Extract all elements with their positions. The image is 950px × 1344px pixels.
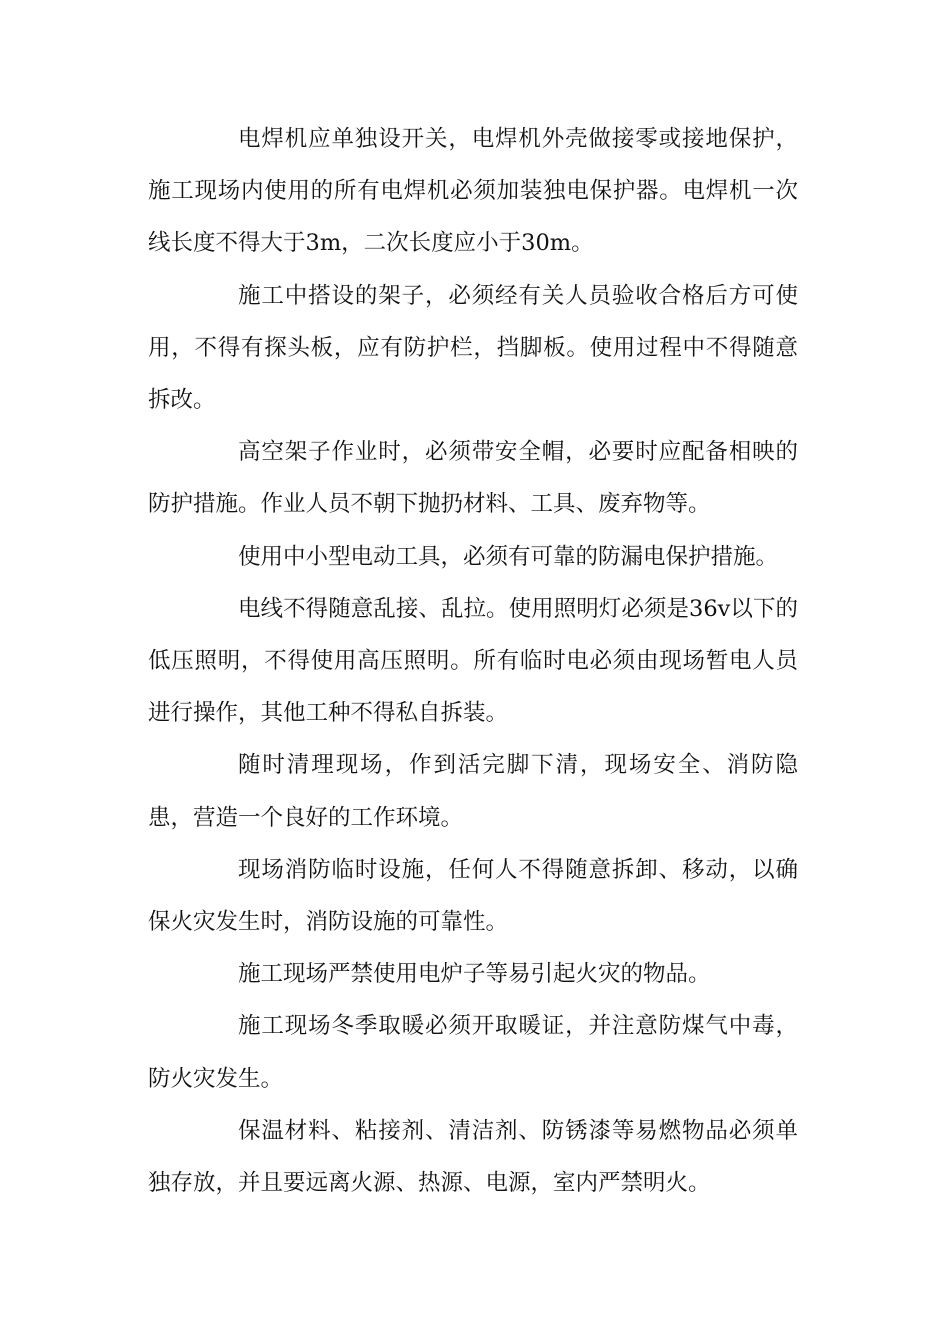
paragraph-scaffolding: 施工中搭设的架子，必须经有关人员验收合格后方可使用，不得有探头板，应有防护栏，挡脚板。使用过程中不得随意拆改。 (148, 282, 798, 414)
paragraph-high-altitude-work: 高空架子作业时，必须带安全帽，必要时应配备相映的防护措施。作业人员不朝下抛扔材料、工具、废弃物等。 (148, 439, 798, 518)
paragraph-electric-stove-ban: 施工现场严禁使用电炉子等易引起火灾的物品。 (238, 961, 711, 988)
paragraph-welding-machine: 电焊机应单独设开关，电焊机外壳做接零或接地保护，施工现场内使用的所有电焊机必须加装独电保护器。电焊机一次线长度不得大于3m，二次长度应小于30m。 (148, 126, 798, 257)
paragraph-electrical-wiring: 电线不得随意乱接、乱拉。使用照明灯必须是36v以下的低压照明，不得使用高压照明。所有临时电必须由现场暂电人员进行操作，其他工种不得私自拆装。 (148, 595, 798, 727)
paragraph-power-tools: 使用中小型电动工具，必须有可靠的防漏电保护措施。 (238, 543, 779, 570)
paragraph-winter-heating: 施工现场冬季取暖必须开取暖证，并注意防煤气中毒，防火灾发生。 (148, 1013, 798, 1092)
paragraph-site-cleanup: 随时清理现场，作到活完脚下清，现场安全、消防隐患，营造一个良好的工作环境。 (148, 752, 798, 831)
paragraph-fire-facilities: 现场消防临时设施，任何人不得随意拆卸、移动，以确保火灾发生时，消防设施的可靠性。 (148, 856, 798, 936)
document-body (148, 113, 798, 1209)
paragraph-flammable-storage: 保温材料、粘接剂、清洁剂、防锈漆等易燃物品必须单独存放，并且要远离火源、热源、电源，室内严禁明火。 (148, 1117, 798, 1197)
